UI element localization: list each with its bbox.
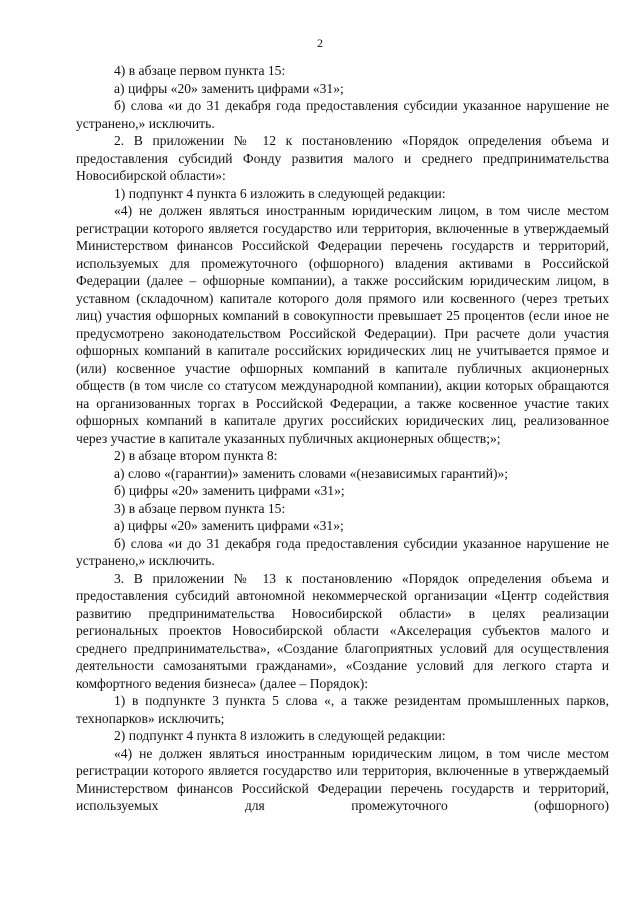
- paragraph: б) слова «и до 31 декабря года предоставления субсидии указанное нарушение не устранено,» исключить.: [76, 535, 609, 568]
- paragraph: 1) в подпункте 3 пункта 5 слова «, а также резидентам промышленных парков, технопарков» исключить;: [76, 693, 609, 726]
- paragraph: а) цифры «20» заменить цифрами «31»;: [114, 80, 344, 96]
- paragraph: 2. В приложении № 12 к постановлению «Порядок определения объема и предоставления субсидий Фонду развития малого и среднего предпринимательства Новосибирской области»:: [76, 133, 609, 183]
- paragraph: 3) в абзаце первом пункта 15:: [114, 500, 286, 516]
- paragraph: 2) подпункт 4 пункта 8 изложить в следующей редакции:: [114, 728, 446, 743]
- paragraph: а) слово «(гарантии)» заменить словами «(независимых гарантий)»;: [114, 465, 509, 481]
- paragraph: 3. В приложении № 13 к постановлению «Порядок определения объема и предоставления субсидий автономной некоммерческой организации «Центр содействия развитию предпринимательства Новосибирской области» в целях реализации региональных проектов Новосибирской области «Акселерация субъектов малого и среднего предпринимательства», «Создание благоприятных условий для осуществления деятельности самозанятыми гражданами», «Создание условий для легкого старта и комфортного ведения бизнеса» (далее – Порядок):: [76, 570, 609, 691]
- paragraph: 2) в абзаце втором пункта 8:: [114, 448, 278, 463]
- document-body: [76, 62, 609, 815]
- page-number: 2: [317, 36, 323, 50]
- paragraph: «4) не должен являться иностранным юридическим лицом, в том числе местом регистрации которого является государство или территория, включенные в утверждаемый Министерством финансов Российской Федерации перечень государств и территорий, используемых для промежуточного (офшорного) владения активами в Российской Федерации (далее – офшорные компании), а также российским юридическим лицом, в уставном (складочном) капитале которого доля прямого или косвенного (через третьих лиц) участия офшорных компаний в совокупности превышает 25 процентов (если иное не предусмотрено законодательством Российской Федерации). При расчете доли участия офшорных компаний в капитале российских юридических лиц не учитывается прямое и (или) косвенное участие офшорных компаний в капитале публичных акционерных обществ (в том числе со статусом международной компании), акции которых обращаются на организованных торгах в Российской Федерации, а также косвенное участие таких офшорных компаний в капитале других российских юридических лиц, реализованное через участие в капитале указанных публичных акционерных обществ;»;: [76, 203, 609, 446]
- paragraph: б) цифры «20» заменить цифрами «31»;: [114, 483, 345, 498]
- paragraph: 1) подпункт 4 пункта 6 изложить в следующей редакции:: [114, 185, 446, 201]
- paragraph: а) цифры «20» заменить цифрами «31»;: [114, 518, 344, 533]
- paragraph: б) слова «и до 31 декабря года предоставления субсидии указанное нарушение не устранено,» исключить.: [76, 98, 609, 131]
- paragraph: 4) в абзаце первом пункта 15:: [114, 63, 286, 78]
- paragraph: «4) не должен являться иностранным юридическим лицом, в том числе местом регистрации которого является государство или территория, включенные в утверждаемый Министерством финансов Российской Федерации перечень государств и территорий, используемых для промежуточного (офшорного): [76, 745, 609, 813]
